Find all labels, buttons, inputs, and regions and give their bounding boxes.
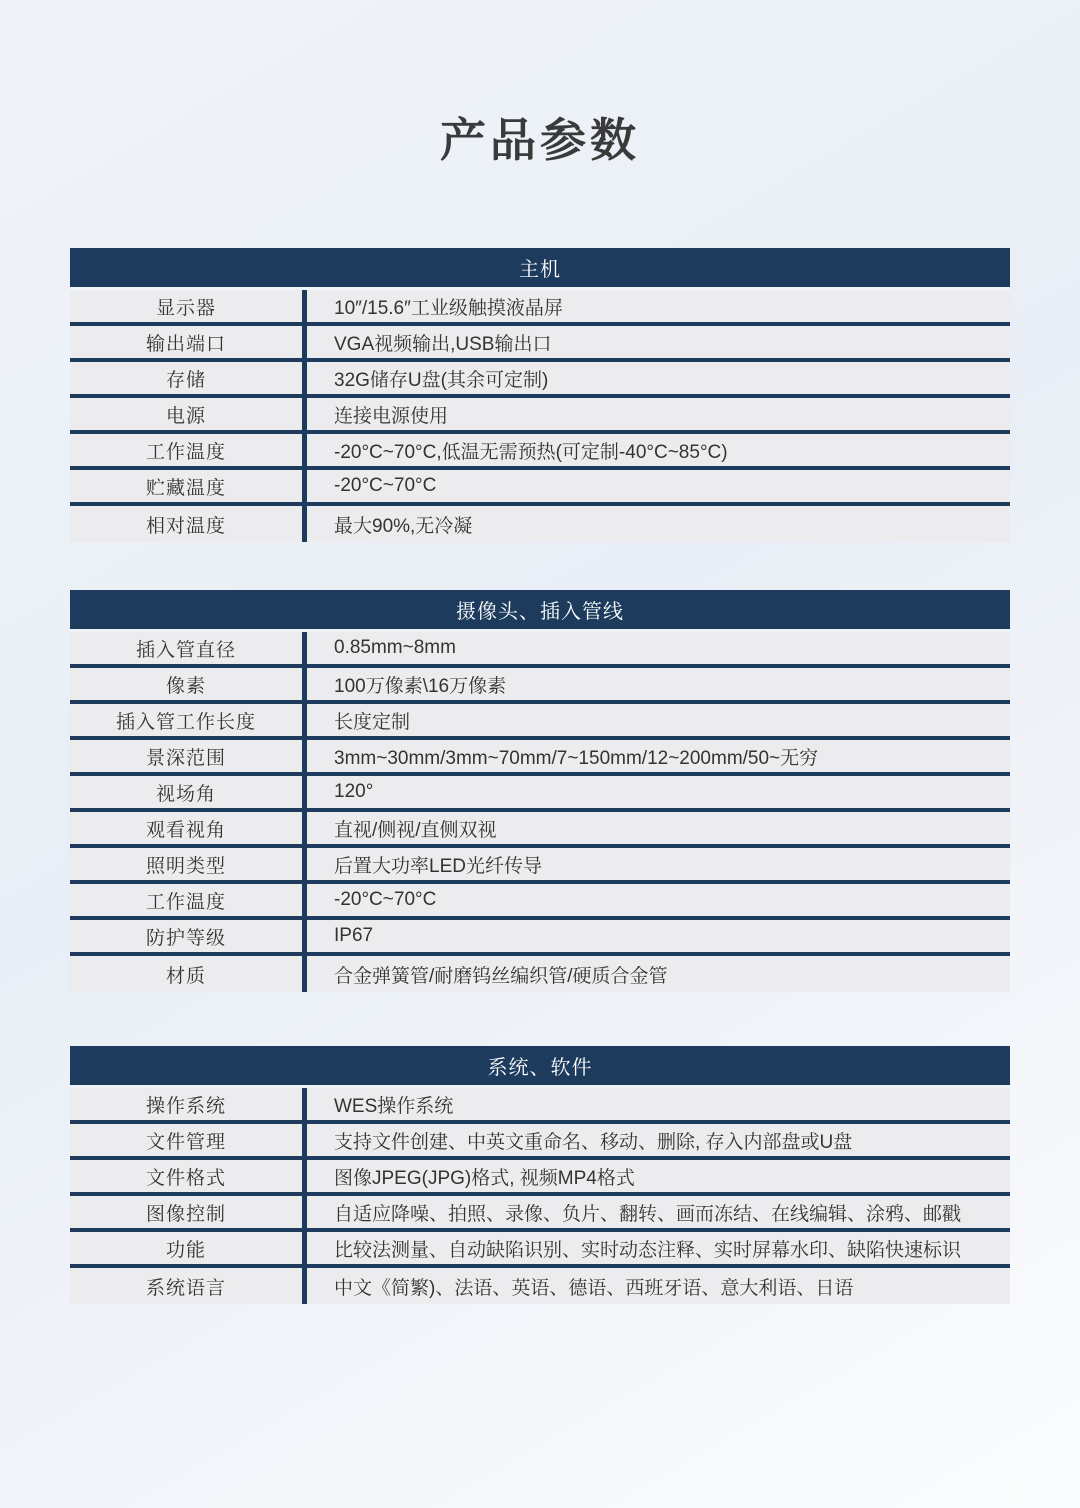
table-row [70, 1268, 1010, 1304]
spec-value: 中文《简繁)、法语、英语、德语、西班牙语、意大利语、日语 [334, 1277, 854, 1299]
table-body [70, 632, 1010, 992]
spec-value: 32G储存U盘(其余可定制) [334, 369, 549, 391]
spec-label: 观看视角 [145, 819, 226, 841]
spec-value: -20°C~70°C [334, 889, 437, 910]
table-row [70, 1124, 1010, 1160]
spec-label: 系统语言 [145, 1277, 226, 1299]
spec-value: 3mm~30mm/3mm~70mm/7~150mm/12~200mm/50~无穷 [334, 747, 819, 769]
table-row [70, 668, 1010, 704]
table-row [70, 1196, 1010, 1232]
spec-value: 合金弹簧管/耐磨钨丝编织管/硬质合金管 [334, 965, 668, 987]
spec-value: -20°C~70°C,低温无需预热(可定制-40°C~85°C) [334, 441, 728, 463]
spec-label: 显示器 [155, 297, 216, 319]
table-row [70, 326, 1010, 362]
table-row [70, 434, 1010, 470]
table-row [70, 812, 1010, 848]
page-title: 产品参数 [440, 114, 640, 166]
spec-value: 支持文件创建、中英文重命名、移动、删除, 存入内部盘或U盘 [334, 1131, 853, 1153]
spec-value: WES操作系统 [334, 1095, 454, 1117]
spec-value: -20°C~70°C [334, 475, 437, 496]
table-row [70, 704, 1010, 740]
spec-label: 像素 [165, 675, 206, 697]
spec-label: 景深范围 [145, 747, 226, 769]
spec-value: 比较法测量、自动缺陷识别、实时动态注释、实时屏幕水印、缺陷快速标识 [334, 1239, 962, 1261]
spec-value: 自适应降噪、拍照、录像、负片、翻转、画而冻结、在线编辑、涂鸦、邮戳 [334, 1203, 962, 1225]
spec-label: 文件格式 [145, 1167, 226, 1189]
spec-label: 视场角 [155, 783, 216, 805]
table-row [70, 470, 1010, 506]
spec-value: 图像JPEG(JPG)格式, 视频MP4格式 [334, 1167, 635, 1189]
spec-value: 最大90%,无冷凝 [334, 515, 473, 537]
spec-table-camera-probe [70, 590, 1010, 992]
spec-label: 相对温度 [145, 515, 226, 537]
spec-value: 后置大功率LED光纤传导 [334, 855, 542, 877]
spec-label: 输出端口 [145, 333, 226, 355]
spec-label: 电源 [165, 405, 206, 427]
spec-label: 图像控制 [145, 1203, 226, 1225]
spec-value: 100万像素\16万像素 [334, 675, 507, 697]
table-body [70, 290, 1010, 542]
spec-label: 插入管工作长度 [115, 711, 256, 733]
spec-value: 0.85mm~8mm [334, 637, 456, 658]
table-row [70, 776, 1010, 812]
table-row [70, 506, 1010, 542]
spec-value: IP67 [334, 925, 374, 946]
table-row [70, 1232, 1010, 1268]
table-title: 摄像头、插入管线 [70, 590, 1010, 632]
spec-value: VGA视频输出,USB输出口 [334, 333, 552, 355]
table-row [70, 848, 1010, 884]
table-row [70, 956, 1010, 992]
table-row [70, 1088, 1010, 1124]
table-row [70, 920, 1010, 956]
table-row [70, 740, 1010, 776]
spec-label: 贮藏温度 [145, 477, 226, 499]
table-row [70, 290, 1010, 326]
spec-table-main-unit [70, 248, 1010, 542]
table-body [70, 1088, 1010, 1304]
table-row [70, 632, 1010, 668]
table-title: 系统、软件 [70, 1046, 1010, 1088]
spec-label: 功能 [165, 1239, 206, 1261]
spec-label: 操作系统 [145, 1095, 226, 1117]
spec-label: 照明类型 [145, 855, 226, 877]
spec-table-system-software [70, 1046, 1010, 1304]
table-row [70, 362, 1010, 398]
spec-label: 存储 [165, 369, 206, 391]
table-row [70, 398, 1010, 434]
table-row [70, 1160, 1010, 1196]
spec-value: 120° [334, 781, 374, 802]
spec-value: 10″/15.6″工业级触摸液晶屏 [334, 297, 563, 319]
spec-value: 长度定制 [334, 711, 411, 733]
spec-label: 材质 [165, 965, 206, 987]
table-row [70, 884, 1010, 920]
spec-label: 文件管理 [145, 1131, 226, 1153]
spec-value: 直视/侧视/直侧双视 [334, 819, 497, 841]
spec-label: 插入管直径 [135, 639, 236, 661]
spec-label: 防护等级 [145, 927, 226, 949]
spec-label: 工作温度 [145, 441, 226, 463]
spec-label: 工作温度 [145, 891, 226, 913]
spec-value: 连接电源使用 [334, 405, 449, 427]
table-title: 主机 [70, 248, 1010, 290]
